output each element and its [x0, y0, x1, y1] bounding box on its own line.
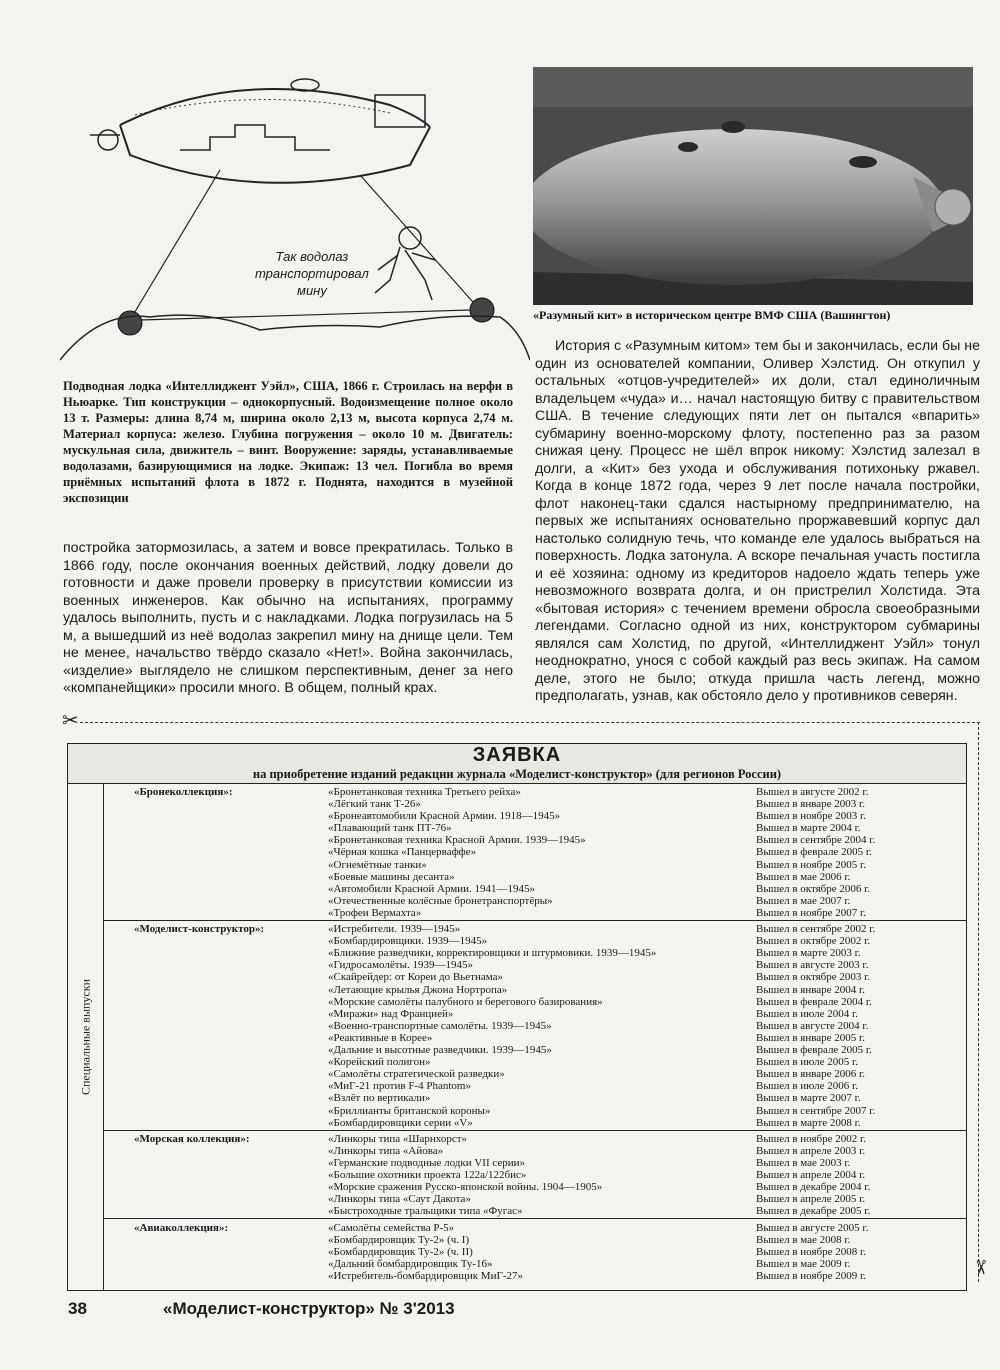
order-section-statuses [756, 1222, 868, 1282]
order-item-status: Вышел в марте 2008 г. [756, 1116, 861, 1129]
order-item-status: Вышел в ноябре 2005 г. [756, 858, 866, 871]
order-item-title: «Морские сражения Русско-японской войны. 1904—1905» [328, 1181, 603, 1194]
order-item-title: «Скайрейдер: от Кореи до Вьетнама» [328, 971, 503, 984]
order-item-title: «Линкоры типа «Айова» [328, 1144, 444, 1157]
order-item-title: «Бомбардировщик Ту-2» (ч. I) [328, 1233, 470, 1246]
order-item-title: «Истребители. 1939—1945» [328, 923, 461, 936]
order-section [104, 784, 966, 921]
order-item-title: «Гидросамолёты. 1939—1945» [328, 959, 473, 972]
order-item-status: Вышел в июле 2004 г. [756, 1007, 858, 1020]
scissors-icon: ✂ [62, 710, 79, 732]
order-item-title: «Дальние и высотные разведчики. 1939—1945» [328, 1044, 552, 1057]
illustration-callout: Так водолаз транспортировал мину [255, 249, 369, 298]
cut-line [80, 722, 980, 723]
order-item-status: Вышел в мае 2006 г. [756, 870, 851, 883]
order-item-status: Вышел в январе 2004 г. [756, 983, 866, 996]
order-item-title: «Быстроходные тральщики типа «Фугас» [328, 1205, 523, 1218]
order-item-status: Вышел в апреле 2003 г. [756, 1144, 866, 1157]
order-item-status: Вышел в августе 2003 г. [756, 959, 869, 972]
order-item-status: Вышел в октябре 2003 г. [756, 971, 871, 984]
order-item-status: Вышел в ноябре 2003 г. [756, 810, 866, 823]
order-item-status: Вышел в январе 2006 г. [756, 1068, 866, 1081]
order-item-title: «Летающие крылья Джона Нортропа» [328, 983, 508, 996]
order-item-title: «Германские подводные лодки VII серии» [328, 1156, 526, 1169]
order-item-status: Вышел в январе 2005 г. [756, 1031, 866, 1044]
order-item-title: «Трофеи Вермахта» [328, 906, 422, 919]
order-item-title: «Бронеавтомобили Красной Армии. 1918—1945» [328, 810, 561, 823]
order-item-title: «Огнемётные танки» [328, 858, 427, 871]
article-text-left: постройка затормозилась, а затем и вовсе прекратилась. Только в 1866 году, после окончания военных действий, лодку довели до готовности и даже провели проверку в присутствии комиссии из военных инженеров. Как обычно на испытаниях, программу удалось выполнить, пусть и с накладками. Лодка погрузилась на 5 м, а вышедший из неё водолаз закрепил мину на днище цели. Тем не менее, начальство твёрдо сказало «Нет!». Война закончилась, «изделие» выглядело не слишком перспективным, денег за него «компанейщики» просили много. В общем, полный крах. [63, 540, 513, 696]
order-item-title: «Корейский полигон» [328, 1056, 431, 1069]
order-item-title: «Бомбардировщики. 1939—1945» [328, 935, 488, 948]
order-item-title: «Взлёт по вертикали» [328, 1092, 431, 1105]
order-item-title: «Отечественные колёсные бронетранспортёры» [328, 894, 553, 907]
order-item-status: Вышел в октябре 2002 г. [756, 935, 871, 948]
magazine-issue: «Моделист-конструктор» № 3'2013 [163, 1299, 455, 1318]
submarine-spec-caption: Подводная лодка «Интеллиджент Уэйл», США, 1866 г. Строилась на верфи в Ньюарке. Тип конструкции – однокорпусный. Водоизмещение полное около 13 т. Размеры: длина 8,74 м, ширина около 2,13 м, высота корпуса 2,74 м. Материал корпуса: железо. Глубина погружения – около 10 м. Двигатель: мускульная сила, движитель – винт. Вооружение: заряды, устанавливаемые водолазами, базирующимися на лодке. Экипаж: 13 чел. Погибла во время приёмных испытаний флота в 1872 г. Поднята, находится в музейной экспозиции [63, 379, 513, 505]
order-item-status: Вышел в июле 2006 г. [756, 1080, 858, 1093]
order-item-title: «Бомбардировщик Ту-2» (ч. II) [328, 1245, 473, 1258]
order-item-status: Вышел в ноябре 2002 г. [756, 1132, 866, 1145]
order-item-title: «Военно-транспортные самолёты. 1939—1945» [328, 1019, 552, 1032]
order-item-status: Вышел в октябре 2006 г. [756, 882, 871, 895]
order-form-subtitle: на приобретение изданий редакции журнала «Моделист-конструктор» (для регионов России) [252, 767, 782, 781]
order-item-status: Вышел в ноябре 2008 г. [756, 1245, 866, 1258]
order-item-status: Вышел в мае 2008 г. [756, 1233, 851, 1246]
order-item-title: «Бронетанковая техника Красной Армии. 1939—1945» [328, 834, 586, 847]
order-form-title: ЗАЯВКА [472, 744, 562, 766]
order-item-status: Вышел в феврале 2005 г. [756, 1044, 872, 1057]
order-item-title: «Самолёты стратегической разведки» [328, 1068, 505, 1081]
order-section [104, 1131, 966, 1220]
order-item-status: Вышел в августе 2005 г. [756, 1221, 869, 1234]
order-item-status: Вышел в декабре 2004 г. [756, 1181, 871, 1194]
order-section-statuses [756, 786, 875, 919]
order-item-status: Вышел в сентябре 2007 г. [756, 1104, 876, 1117]
order-item-title: «Бронетанковая техника Третьего рейха» [328, 786, 521, 798]
order-item-status: Вышел в ноябре 2007 г. [756, 906, 866, 919]
submarine-illustration [60, 55, 530, 365]
order-item-title: «Истребитель-бомбардировщик МиГ-27» [328, 1269, 523, 1282]
order-form-side-label [68, 784, 104, 1290]
order-item-status: Вышел в марте 2007 г. [756, 1092, 861, 1105]
order-section-name: «Моделист-конструктор»: [134, 923, 265, 936]
article-text-right [535, 338, 980, 706]
museum-photo [533, 67, 973, 305]
scissors-icon: ✂ [968, 1259, 991, 1276]
order-item-title: «Линкоры типа «Шарнхорст» [328, 1132, 468, 1145]
order-item-status: Вышел в феврале 2005 г. [756, 846, 872, 859]
cut-line-vertical [978, 722, 979, 1282]
order-item-title: «Боевые машины десанта» [328, 870, 455, 883]
order-item-status: Вышел в мае 2009 г. [756, 1257, 851, 1270]
order-item-status: Вышел в апреле 2004 г. [756, 1169, 866, 1182]
order-item-title: «Бриллианты британской короны» [328, 1104, 491, 1117]
order-item-status: Вышел в декабре 2005 г. [756, 1205, 871, 1218]
order-item-title: «Самолёты семейства Р-5» [328, 1221, 455, 1234]
order-item-status: Вышел в сентябре 2004 г. [756, 834, 876, 847]
order-item-title: «Бомбардировщики серии «V» [328, 1116, 473, 1129]
order-section-statuses [756, 923, 875, 1129]
order-section [104, 1220, 966, 1285]
order-form-header [68, 744, 966, 784]
order-item-status: Вышел в январе 2003 г. [756, 798, 866, 811]
order-item-title: «Плавающий танк ПТ-76» [328, 822, 452, 835]
article-paragraph: История с «Разумным китом» тем бы и закончилась, если бы не один из основателей компании, Оливер Хэлстид. Он откупил у остальных «отцов-учредителей» их доли, стал единоличным владельцем «чуда» и… начал настоящую битву с правительством США. В течение следующих пяти лет он пытался «впарить» субмарину военно-морскому флоту, постепенно раз за разом снижая цену. Процесс не шёл впрок никому: Хэлстид залезал в долги, а «Кит» без ухода и обслуживания потихоньку ржавел. Когда в конце 1872 года, через 9 лет после начала постройки, флот наконец-таки сдался настырному предпринимателю, на первых же испытаниях основательно проржавевший корпус дал настолько солидную течь, что команде еле удалось выбраться на поверхность. Лодка затонула. А вскоре печальная участь постигла и её хозяина: одному из кредиторов надоело ждать теперь уже невозможного возврата долга, и он пристрелил Холстида. Эта «бытовая история» с течением времени обросла своеобразными легендами. Согласно одной из них, конструктором субмарины являлся сам Холстид, по другой, «Интеллиджент Уэйл» тонул неоднократно, унося с собой каждый раз весь экипаж. На самом деле, этого не было; откуда пришла часть легенд, можно предполагать, узнав, как обстояло дело у противников северян. [535, 338, 980, 704]
order-item-status: Вышел в ноябре 2009 г. [756, 1269, 866, 1282]
order-form [67, 743, 967, 1291]
order-section-items [328, 1133, 602, 1218]
order-section-name: «Морская коллекция»: [134, 1132, 250, 1145]
order-item-status: Вышел в сентябре 2002 г. [756, 923, 876, 936]
order-item-title: «Линкоры типа «Саут Дакота» [328, 1193, 471, 1206]
order-section-items [328, 1222, 523, 1282]
side-label-text: Специальные выпуски [78, 978, 92, 1096]
order-item-status: Вышел в августе 2004 г. [756, 1019, 869, 1032]
order-section [104, 921, 966, 1131]
order-item-status: Вышел в марте 2003 г. [756, 947, 861, 960]
photo-caption: «Разумный кит» в историческом центре ВМФ США (Вашингтон) [533, 308, 891, 322]
order-section-name: «Бронеколлекция»: [134, 786, 233, 798]
order-item-title: «Ближние разведчики, корректировщики и штурмовики. 1939—1945» [328, 947, 657, 960]
order-section-name: «Авиаколлекция»: [134, 1221, 229, 1234]
order-item-status: Вышел в августе 2002 г. [756, 786, 869, 798]
order-item-status: Вышел в мае 2003 г. [756, 1156, 851, 1169]
order-item-status: Вышел в феврале 2004 г. [756, 995, 872, 1008]
order-item-title: «МиГ-21 против F-4 Phantom» [328, 1080, 471, 1093]
page-number: 38 [68, 1299, 87, 1318]
order-item-title: «Дальний бомбардировщик Ту-16» [328, 1257, 493, 1270]
order-item-status: Вышел в марте 2004 г. [756, 822, 861, 835]
order-item-title: «Автомобили Красной Армии. 1941—1945» [328, 882, 536, 895]
order-section-items [328, 923, 656, 1129]
order-item-status: Вышел в апреле 2005 г. [756, 1193, 866, 1206]
order-section-statuses [756, 1133, 870, 1218]
order-item-title: «Морские самолёты палубного и берегового базирования» [328, 995, 603, 1008]
order-item-title: «Чёрная кошка «Панцерваффе» [328, 846, 477, 859]
order-item-title: «Реактивные в Корее» [328, 1031, 433, 1044]
order-item-title: «Миражи» над Францией» [328, 1007, 454, 1020]
order-item-title: «Большие охотники проекта 122а/122бис» [328, 1169, 527, 1182]
order-item-status: Вышел в мае 2007 г. [756, 894, 851, 907]
order-item-title: «Лёгкий танк Т-26» [328, 798, 421, 811]
order-item-status: Вышел в июле 2005 г. [756, 1056, 858, 1069]
order-section-items [328, 786, 586, 919]
